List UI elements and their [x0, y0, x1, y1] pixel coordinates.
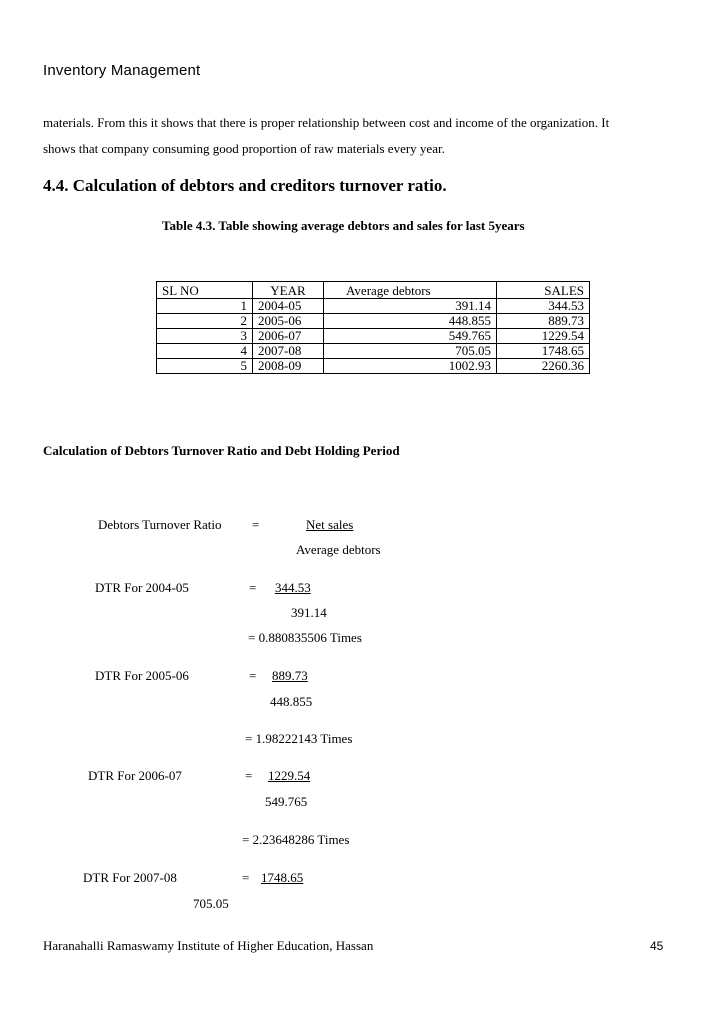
cell-sl-no: 1 [157, 299, 253, 314]
cell-sales: 1748.65 [497, 344, 590, 359]
dtr-denominator-2004-05: 391.14 [291, 605, 327, 620]
header-year: YEAR [253, 282, 324, 299]
dtr-result-2006-07: = 2.23648286 Times [242, 832, 350, 847]
formula-denominator: Average debtors [296, 542, 381, 557]
header-average-debtors: Average debtors [324, 282, 497, 299]
cell-sales: 2260.36 [497, 359, 590, 374]
paragraph-line-1: materials. From this it shows that there is proper relationship between cost and income of the organization. It [43, 115, 610, 130]
cell-year: 2004-05 [253, 299, 324, 314]
cell-year: 2006-07 [253, 329, 324, 344]
table-row [157, 314, 590, 329]
formula-equals: = [252, 517, 260, 532]
cell-average-debtors: 705.05 [324, 344, 497, 359]
table-caption: Table 4.3. Table showing average debtors and sales for last 5years [162, 218, 525, 233]
section-title: 4.4. Calculation of debtors and creditors turnover ratio. [43, 176, 447, 195]
cell-average-debtors: 549.765 [324, 329, 497, 344]
cell-sl-no: 4 [157, 344, 253, 359]
dtr-equals-2004-05: = [249, 580, 257, 595]
cell-year: 2005-06 [253, 314, 324, 329]
cell-average-debtors: 391.14 [324, 299, 497, 314]
dtr-numerator-2004-05: 344.53 [275, 580, 311, 595]
debtors-sales-table [156, 281, 590, 374]
dtr-denominator-2006-07: 549.765 [265, 794, 308, 809]
formula-label: Debtors Turnover Ratio [98, 517, 222, 532]
cell-year: 2007-08 [253, 344, 324, 359]
header-sl-no: SL NO [157, 282, 253, 299]
cell-sl-no: 5 [157, 359, 253, 374]
formula-numerator: Net sales [306, 517, 354, 532]
cell-sl-no: 2 [157, 314, 253, 329]
cell-year: 2008-09 [253, 359, 324, 374]
dtr-equals-2006-07: = [245, 768, 253, 783]
dtr-denominator-2007-08: 705.05 [193, 896, 229, 911]
dtr-numerator-2006-07: 1229.54 [268, 768, 311, 783]
dtr-result-2004-05: = 0.880835506 Times [248, 630, 362, 645]
table-row [157, 344, 590, 359]
dtr-result-2005-06: = 1.98222143 Times [245, 731, 353, 746]
dtr-label-2006-07: DTR For 2006-07 [88, 768, 182, 783]
dtr-label-2005-06: DTR For 2005-06 [95, 668, 189, 683]
cell-sales: 344.53 [497, 299, 590, 314]
table-row [157, 359, 590, 374]
paragraph-line-2: shows that company consuming good proportion of raw materials every year. [43, 141, 445, 156]
dtr-numerator-2007-08: 1748.65 [261, 870, 304, 885]
cell-sales: 1229.54 [497, 329, 590, 344]
dtr-numerator-2005-06: 889.73 [272, 668, 308, 683]
page-number: 45 [650, 939, 664, 953]
footer-institution: Haranahalli Ramaswamy Institute of Higher Education, Hassan [43, 938, 374, 953]
dtr-label-2007-08: DTR For 2007-08 [83, 870, 177, 885]
table-row [157, 299, 590, 314]
cell-average-debtors: 448.855 [324, 314, 497, 329]
header-sales: SALES [497, 282, 590, 299]
dtr-label-2004-05: DTR For 2004-05 [95, 580, 189, 595]
cell-sl-no: 3 [157, 329, 253, 344]
table-row [157, 329, 590, 344]
cell-average-debtors: 1002.93 [324, 359, 497, 374]
dtr-denominator-2005-06: 448.855 [270, 694, 313, 709]
dtr-equals-2005-06: = [249, 668, 257, 683]
table-header-row [157, 282, 590, 299]
cell-sales: 889.73 [497, 314, 590, 329]
running-header: Inventory Management [43, 62, 201, 79]
dtr-equals-2007-08: = [242, 870, 250, 885]
dtr-subheading: Calculation of Debtors Turnover Ratio and Debt Holding Period [43, 443, 400, 458]
